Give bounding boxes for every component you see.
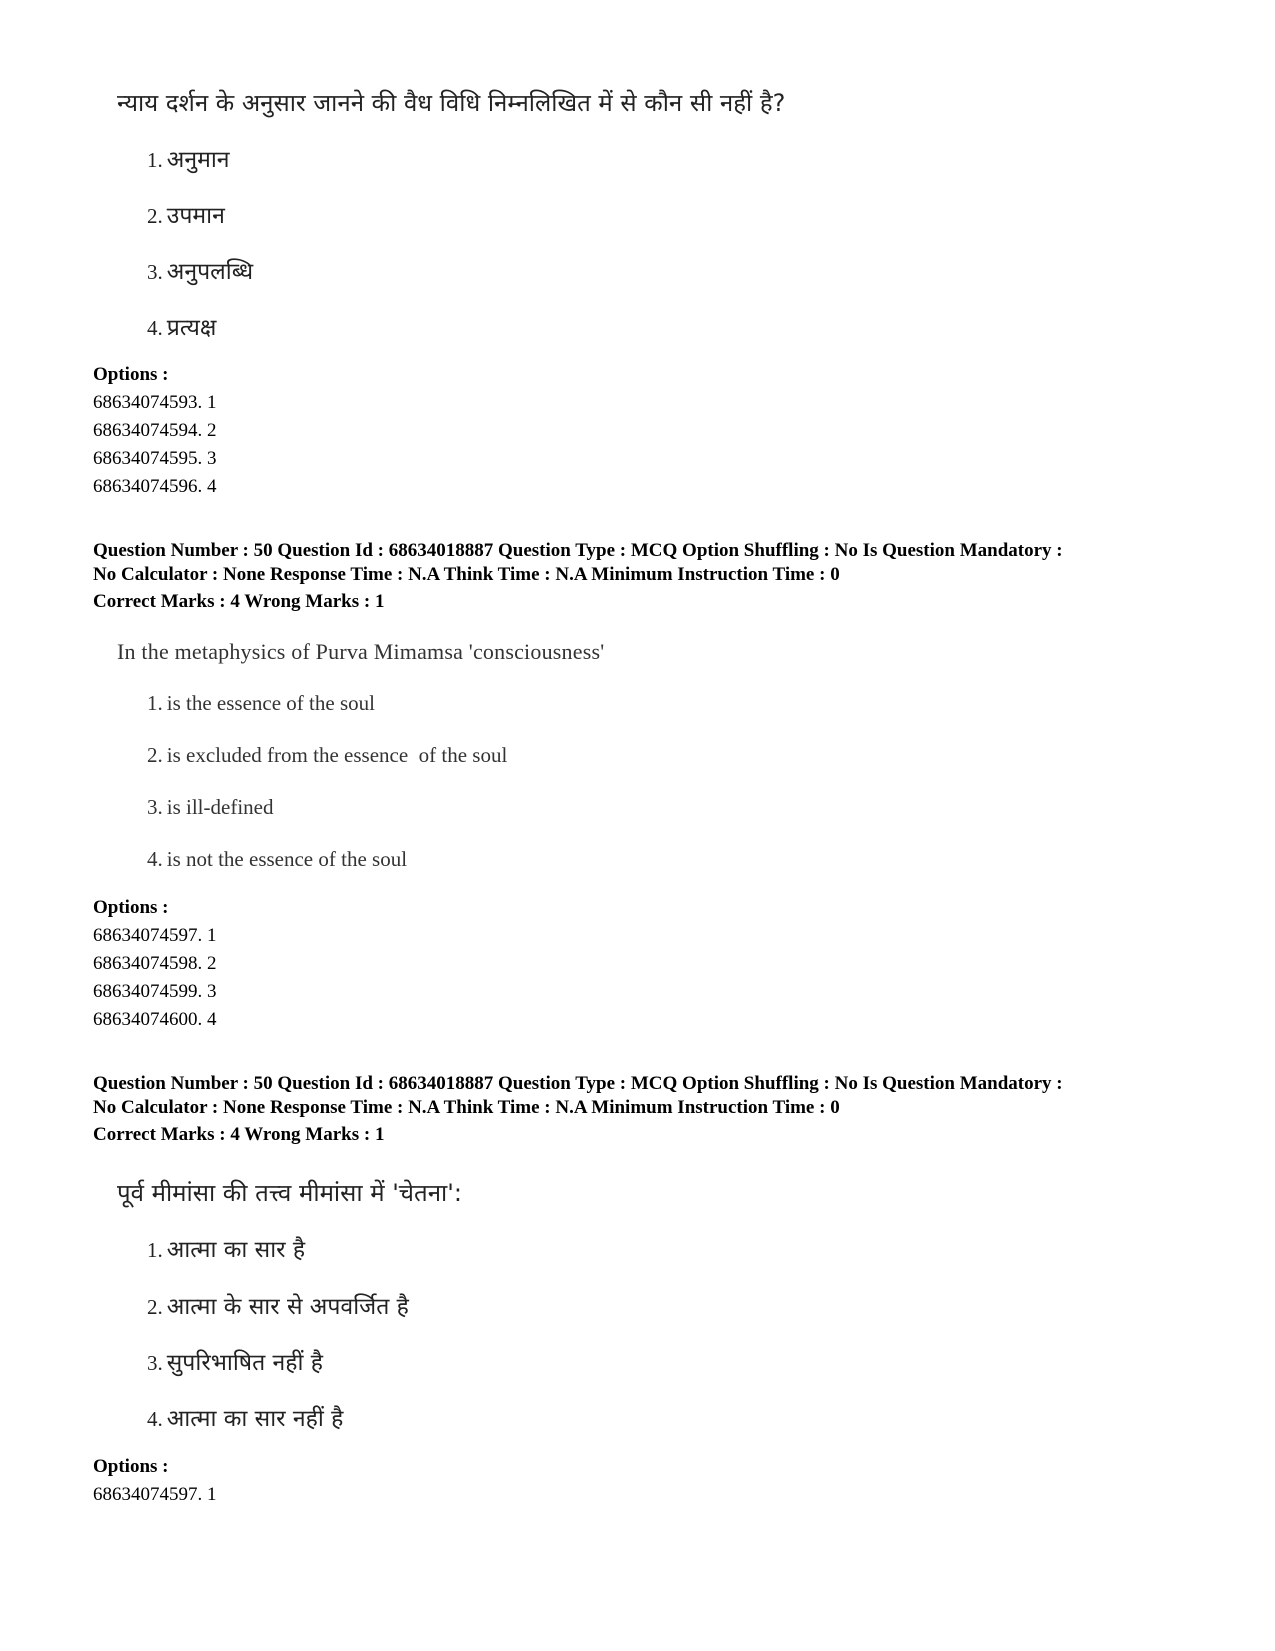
choice-4 [147, 310, 216, 342]
question-meta-line2: No Calculator : None Response Time : N.A Think Time : N.A Minimum Instruction Time : 0 [93, 564, 840, 585]
choice-number: 2. [147, 204, 163, 228]
choice-number: 3. [147, 795, 163, 819]
choice-text: सुपरिभाषित नहीं है [166, 1350, 323, 1376]
question-marks: Correct Marks : 4 Wrong Marks : 1 [93, 1124, 385, 1145]
choice-text: अनुमान [166, 147, 230, 173]
question-meta-line1: Question Number : 50 Question Id : 68634018887 Question Type : MCQ Option Shuffling : No Is Question Mandatory : [93, 1073, 1063, 1094]
choice-3 [147, 795, 273, 820]
choice-text: आत्मा के सार से अपवर्जित है [166, 1294, 409, 1320]
choice-text: आत्मा का सार नहीं है [166, 1406, 344, 1432]
choice-1 [147, 691, 375, 716]
choice-1 [147, 142, 230, 174]
choice-number: 4. [147, 316, 163, 340]
choice-number: 3. [147, 260, 163, 284]
choice-number: 4. [147, 1407, 163, 1431]
question-text-hindi-2: पूर्व मीमांसा की तत्त्व मीमांसा में 'चेतना': [117, 1179, 462, 1207]
option-id: 68634074593. 1 [93, 392, 217, 413]
choice-2 [147, 1289, 409, 1321]
options-label: Options : [93, 897, 169, 918]
option-id: 68634074597. 1 [93, 925, 217, 946]
choice-number: 1. [147, 1238, 163, 1262]
option-id: 68634074598. 2 [93, 953, 217, 974]
choice-text: प्रत्यक्ष [166, 315, 217, 341]
choice-1 [147, 1232, 305, 1264]
question-meta-line1: Question Number : 50 Question Id : 68634018887 Question Type : MCQ Option Shuffling : No Is Question Mandatory : [93, 540, 1063, 561]
choice-text: is not the essence of the soul [166, 847, 408, 871]
choice-number: 1. [147, 148, 163, 172]
option-id: 68634074597. 1 [93, 1484, 217, 1505]
option-id: 68634074594. 2 [93, 420, 217, 441]
choice-4 [147, 1401, 343, 1433]
option-id: 68634074599. 3 [93, 981, 217, 1002]
question-marks: Correct Marks : 4 Wrong Marks : 1 [93, 591, 385, 612]
choice-text: उपमान [166, 203, 225, 229]
option-id: 68634074596. 4 [93, 476, 217, 497]
choice-2 [147, 743, 507, 768]
choice-text: is ill-defined [166, 795, 274, 819]
choice-number: 1. [147, 691, 163, 715]
question-text-hindi-1: न्याय दर्शन के अनुसार जानने की वैध विधि निम्नलिखित में से कौन सी नहीं है? [117, 89, 786, 117]
choice-2 [147, 198, 225, 230]
choice-number: 2. [147, 743, 163, 767]
choice-text: आत्मा का सार है [166, 1237, 306, 1263]
choice-3 [147, 1345, 323, 1377]
question-text-english: In the metaphysics of Purva Mimamsa 'consciousness' [117, 639, 605, 664]
option-id: 68634074600. 4 [93, 1009, 217, 1030]
option-id: 68634074595. 3 [93, 448, 217, 469]
options-label: Options : [93, 1456, 169, 1477]
options-label: Options : [93, 364, 169, 385]
choice-number: 3. [147, 1351, 163, 1375]
choice-text: is the essence of the soul [166, 691, 375, 715]
choice-number: 4. [147, 847, 163, 871]
question-meta-line2: No Calculator : None Response Time : N.A Think Time : N.A Minimum Instruction Time : 0 [93, 1097, 840, 1118]
choice-4 [147, 847, 407, 872]
choice-number: 2. [147, 1295, 163, 1319]
choice-text: is excluded from the essence of the soul [166, 743, 508, 767]
choice-text: अनुपलब्धि [166, 259, 254, 285]
choice-3 [147, 254, 253, 286]
